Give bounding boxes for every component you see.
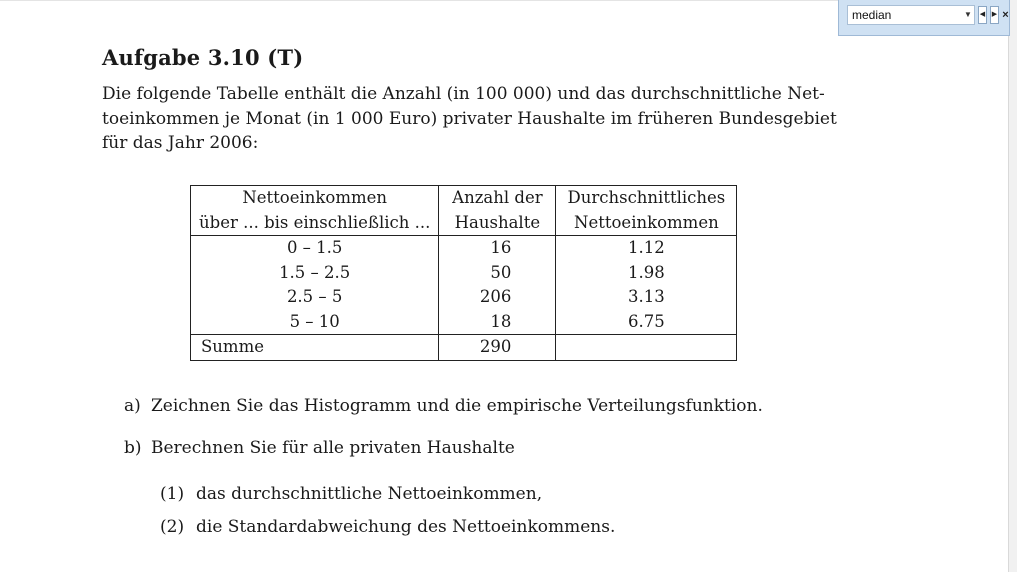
table-row bbox=[191, 236, 737, 261]
intro-line: toeinkommen je Monat (in 1 000 Euro) privater Haushalte im früheren Bundesgebiet bbox=[102, 108, 837, 129]
page-title: Aufgabe 3.10 (T) bbox=[102, 45, 304, 70]
subquestion-2 bbox=[160, 517, 615, 537]
find-previous-button[interactable] bbox=[978, 6, 987, 24]
sum-empty-cell bbox=[556, 335, 737, 361]
intro-line: Die folgende Tabelle enthält die Anzahl (in 100 000) und das durchschnittliche Net- bbox=[102, 84, 825, 104]
table-sum-row bbox=[191, 335, 737, 361]
avg-cell: 1.98 bbox=[556, 261, 737, 286]
close-icon: × bbox=[1002, 9, 1009, 21]
header-cell: Durchschnittliches bbox=[556, 186, 737, 211]
table-header-row bbox=[191, 211, 737, 236]
question-text: Berechnen Sie für alle privaten Haushalte bbox=[151, 438, 515, 458]
avg-cell: 1.12 bbox=[556, 236, 737, 261]
subquestion-text: die Standardabweichung des Nettoeinkommens. bbox=[196, 517, 616, 537]
avg-cell: 3.13 bbox=[556, 285, 737, 310]
question-label: a) bbox=[124, 396, 141, 416]
intro-line: für das Jahr 2006: bbox=[102, 133, 259, 153]
close-find-button[interactable] bbox=[1001, 6, 1010, 24]
find-next-button[interactable] bbox=[990, 6, 999, 24]
find-input[interactable] bbox=[848, 6, 962, 24]
subquestion-label: (2) bbox=[160, 517, 185, 537]
count-cell: 206 bbox=[439, 285, 556, 310]
find-bar bbox=[838, 0, 1010, 36]
question-text: Zeichnen Sie das Histogramm und die empirische Verteilungsfunktion. bbox=[151, 396, 763, 416]
income-table bbox=[190, 185, 737, 361]
header-cell: Nettoeinkommen bbox=[191, 186, 439, 211]
count-cell: 16 bbox=[439, 236, 556, 261]
range-cell: 1.5 – 2.5 bbox=[191, 261, 439, 286]
scrollbar-track[interactable] bbox=[1008, 0, 1017, 572]
subquestion-label: (1) bbox=[160, 484, 185, 504]
range-cell: 5 – 10 bbox=[191, 310, 439, 335]
avg-cell: 6.75 bbox=[556, 310, 737, 335]
prev-arrow-icon: ◀ bbox=[979, 11, 986, 18]
table-row bbox=[191, 261, 737, 286]
question-a bbox=[124, 396, 763, 416]
question-label: b) bbox=[124, 438, 142, 458]
header-cell: über ... bis einschließlich ... bbox=[191, 211, 439, 236]
header-cell: Haushalte bbox=[439, 211, 556, 236]
count-cell: 18 bbox=[439, 310, 556, 335]
sum-label: Summe bbox=[191, 335, 439, 361]
count-cell: 50 bbox=[439, 261, 556, 286]
subquestion-text: das durchschnittliche Nettoeinkommen, bbox=[196, 484, 543, 504]
header-cell: Nettoeinkommen bbox=[556, 211, 737, 236]
table-header-row bbox=[191, 186, 737, 211]
header-cell: Anzahl der bbox=[439, 186, 556, 211]
dropdown-arrow-icon[interactable]: ▼ bbox=[964, 10, 972, 19]
subquestion-1 bbox=[160, 484, 542, 504]
table-row bbox=[191, 310, 737, 335]
find-input-container bbox=[847, 5, 975, 25]
range-cell: 0 – 1.5 bbox=[191, 236, 439, 261]
range-cell: 2.5 – 5 bbox=[191, 285, 439, 310]
sum-count: 290 bbox=[439, 335, 556, 361]
table-row bbox=[191, 285, 737, 310]
question-b bbox=[124, 438, 515, 458]
next-arrow-icon: ▶ bbox=[991, 11, 998, 18]
intro-paragraph bbox=[102, 82, 842, 156]
